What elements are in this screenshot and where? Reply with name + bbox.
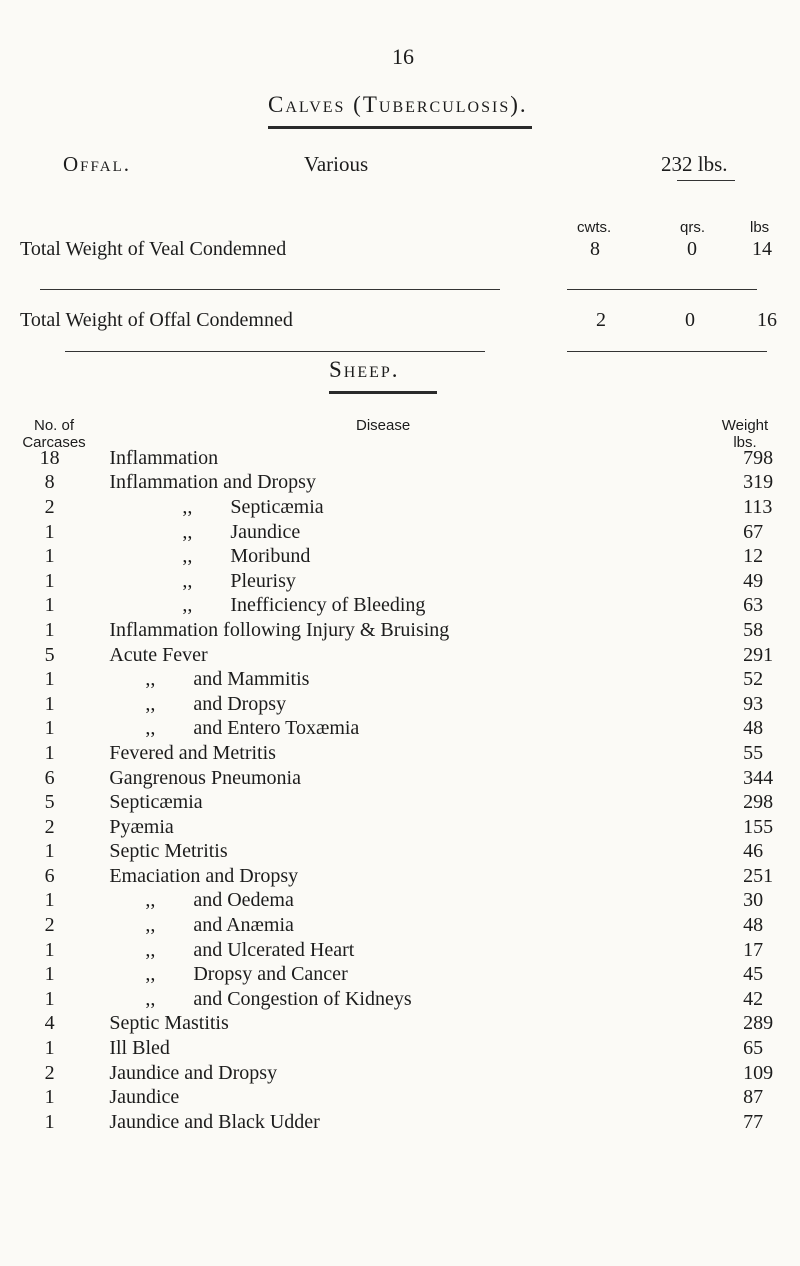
disease-name: Fevered and Metritis: [109, 741, 276, 764]
ditto-mark: ,,: [182, 495, 193, 518]
table-row: [20, 962, 800, 987]
table-row: [20, 717, 800, 742]
carcase-count: 1: [44, 741, 55, 764]
table-row: [20, 987, 800, 1012]
carcase-count: 1: [44, 1037, 55, 1060]
weight-lbs: 45: [743, 963, 764, 986]
disease-name: Inefficiency of Bleeding: [230, 594, 426, 617]
offal-total-rule-left: [65, 351, 485, 352]
qrs-header: qrs.: [680, 219, 706, 236]
weight-lbs: 55: [743, 741, 764, 764]
table-row: [20, 495, 800, 520]
disease-name: and Congestion of Kidneys: [193, 987, 412, 1010]
weight-lbs: 42: [743, 987, 764, 1010]
disease-cell: [79, 520, 743, 545]
disease-name: Septicæmia: [109, 791, 203, 814]
weight-lbs: 48: [743, 717, 764, 740]
carcase-count: 1: [44, 545, 55, 568]
ditto-mark: ,,: [145, 692, 156, 715]
sheep-table-body: [20, 446, 800, 1135]
weight-lbs: 46: [743, 840, 764, 863]
page-number: 16: [392, 44, 414, 69]
disease-name: and Oedema: [193, 889, 294, 912]
carcase-count: 1: [44, 594, 55, 617]
carcase-count: 1: [44, 668, 55, 691]
carcase-count: 1: [44, 717, 55, 740]
table-row: [20, 938, 800, 963]
disease-name: Inflammation: [109, 446, 219, 469]
offal-weight: 232 lbs.: [661, 152, 728, 176]
disease-cell: [79, 1012, 743, 1037]
disease-cell: [79, 1061, 743, 1086]
weight-lbs: 289: [743, 1012, 774, 1035]
total-offal-cwts: 2: [596, 309, 606, 331]
sheep-table: [20, 446, 800, 1135]
ditto-mark: ,,: [182, 520, 193, 543]
sheep-section-title: Sheep.: [329, 357, 400, 382]
disease-cell: [79, 717, 743, 742]
disease-cell: [79, 569, 743, 594]
table-row: [20, 643, 800, 668]
veal-rule-left: [40, 289, 500, 290]
disease-cell: [79, 815, 743, 840]
weight-lbs: 67: [743, 520, 764, 543]
carcase-count: 5: [44, 643, 55, 666]
weight-lbs: 77: [743, 1110, 764, 1133]
carcase-count: 2: [44, 1061, 55, 1084]
weight-lbs: 93: [743, 692, 764, 715]
disease-cell: [79, 1085, 743, 1110]
weight-lbs: 298: [743, 791, 774, 814]
table-row: [20, 913, 800, 938]
disease-cell: [79, 962, 743, 987]
weight-lbs: 319: [743, 471, 774, 494]
disease-name: and Anæmia: [193, 914, 294, 937]
disease-cell: [79, 1036, 743, 1061]
ditto-mark: ,,: [145, 987, 156, 1010]
weight-lbs: 113: [743, 495, 773, 518]
disease-name: Moribund: [230, 545, 311, 568]
table-row: [20, 766, 800, 791]
disease-cell: [79, 987, 743, 1012]
weight-lbs: 30: [743, 889, 764, 912]
disease-name: Inflammation following Injury & Bruising: [109, 618, 450, 641]
disease-name: Pleurisy: [230, 569, 296, 592]
disease-cell: [79, 889, 743, 914]
weight-lbs: 798: [743, 446, 774, 469]
carcase-count: 2: [44, 914, 55, 937]
disease-cell: [79, 938, 743, 963]
carcase-count: 1: [44, 569, 55, 592]
ditto-mark: ,,: [145, 914, 156, 937]
ditto-mark: ,,: [182, 569, 193, 592]
disease-name: Septic Mastitis: [109, 1012, 229, 1035]
weight-lbs: 65: [743, 1037, 764, 1060]
table-row: [20, 569, 800, 594]
table-row: [20, 741, 800, 766]
weight-lbs: 63: [743, 594, 764, 617]
table-row: [20, 667, 800, 692]
carcase-count: 5: [44, 791, 55, 814]
weight-lbs: 344: [743, 766, 774, 789]
table-row: [20, 1036, 800, 1061]
disease-name: Septic Metritis: [109, 840, 228, 863]
veal-rule-right: [567, 289, 757, 290]
ditto-mark: ,,: [145, 668, 156, 691]
disease-cell: [79, 692, 743, 717]
carcase-count: 4: [44, 1012, 55, 1035]
offal-label: Offal.: [63, 152, 131, 176]
disease-name: Jaundice: [109, 1086, 180, 1109]
ditto-mark: ,,: [145, 963, 156, 986]
carcase-count: 1: [44, 889, 55, 912]
weight-lbs: 52: [743, 668, 764, 691]
carcase-count: 1: [44, 1110, 55, 1133]
weight-lbs: 58: [743, 618, 764, 641]
carcase-count: 1: [44, 520, 55, 543]
disease-name: Gangrenous Pneumonia: [109, 766, 301, 789]
carcase-count: 1: [44, 840, 55, 863]
disease-name: Emaciation and Dropsy: [109, 864, 299, 887]
disease-cell: [79, 471, 743, 496]
disease-name: and Entero Toxæmia: [193, 717, 360, 740]
ditto-mark: ,,: [145, 889, 156, 912]
offal-rule: [677, 180, 735, 181]
offal-total-rule-right: [567, 351, 767, 352]
table-row: [20, 790, 800, 815]
table-row: [20, 1110, 800, 1135]
disease-name: Jaundice: [230, 520, 301, 543]
table-row: [20, 544, 800, 569]
table-row: [20, 618, 800, 643]
carcase-count: 6: [44, 864, 55, 887]
title-rule: [268, 126, 532, 129]
carcases-column-header: No. of Carcases: [22, 417, 86, 451]
table-row: [20, 815, 800, 840]
ditto-mark: ,,: [145, 938, 156, 961]
carcase-count: 18: [39, 446, 60, 469]
carcase-count: 6: [44, 766, 55, 789]
disease-cell: [79, 1110, 743, 1135]
disease-cell: [79, 594, 743, 619]
disease-cell: [79, 790, 743, 815]
disease-name: and Dropsy: [193, 692, 287, 715]
table-row: [20, 1061, 800, 1086]
disease-name: Septicæmia: [230, 495, 324, 518]
weight-column-header: Weight lbs.: [721, 417, 769, 451]
weight-lbs: 12: [743, 545, 764, 568]
weight-lbs: 17: [743, 938, 764, 961]
total-veal-lbs: 14: [752, 238, 772, 260]
table-row: [20, 840, 800, 865]
weight-lbs: 109: [743, 1061, 774, 1084]
carcase-count: 1: [44, 987, 55, 1010]
disease-cell: [79, 446, 743, 471]
cwts-header: cwts.: [577, 219, 612, 236]
disease-cell: [79, 741, 743, 766]
total-veal-cwts: 8: [590, 238, 600, 260]
carcase-count: 2: [44, 815, 55, 838]
disease-name: Ill Bled: [109, 1037, 170, 1060]
sheep-title-rule: [329, 391, 437, 394]
table-row: [20, 1012, 800, 1037]
ditto-mark: ,,: [182, 594, 193, 617]
table-row: [20, 446, 800, 471]
total-offal-lbs: 16: [757, 309, 777, 331]
carcase-count: 1: [44, 692, 55, 715]
total-offal-label: Total Weight of Offal Condemned: [20, 309, 293, 331]
disease-cell: [79, 544, 743, 569]
weight-lbs: 87: [743, 1086, 764, 1109]
weight-lbs: 48: [743, 914, 764, 937]
weight-lbs: 155: [743, 815, 774, 838]
disease-name: Dropsy and Cancer: [193, 963, 348, 986]
calves-section-title: Calves (Tuberculosis).: [268, 92, 528, 117]
weight-lbs: 291: [743, 643, 774, 666]
disease-name: Pyæmia: [109, 815, 174, 838]
disease-name: and Ulcerated Heart: [193, 938, 355, 961]
total-veal-qrs: 0: [687, 238, 697, 260]
table-row: [20, 864, 800, 889]
disease-cell: [79, 913, 743, 938]
table-row: [20, 692, 800, 717]
carcase-count: 2: [44, 495, 55, 518]
table-row: [20, 1085, 800, 1110]
lbs-header: lbs: [750, 219, 770, 236]
carcase-count: 1: [44, 618, 55, 641]
disease-column-header: Disease: [356, 417, 411, 434]
disease-name: Inflammation and Dropsy: [109, 471, 316, 494]
disease-name: Jaundice and Black Udder: [109, 1110, 320, 1133]
disease-name: and Mammitis: [193, 668, 310, 691]
carcase-count: 1: [44, 1086, 55, 1109]
total-veal-label: Total Weight of Veal Condemned: [20, 238, 287, 260]
carcase-count: 1: [44, 963, 55, 986]
table-row: [20, 889, 800, 914]
disease-cell: [79, 840, 743, 865]
disease-name: Acute Fever: [109, 643, 208, 666]
offal-item: Various: [304, 152, 369, 176]
weight-lbs: 251: [743, 864, 774, 887]
disease-cell: [79, 643, 743, 668]
total-offal-qrs: 0: [685, 309, 695, 331]
table-row: [20, 520, 800, 545]
table-row: [20, 471, 800, 496]
disease-cell: [79, 618, 743, 643]
disease-cell: [79, 766, 743, 791]
disease-name: Jaundice and Dropsy: [109, 1061, 278, 1084]
disease-cell: [79, 667, 743, 692]
ditto-mark: ,,: [182, 545, 193, 568]
carcase-count: 1: [44, 938, 55, 961]
ditto-mark: ,,: [145, 717, 156, 740]
disease-cell: [79, 495, 743, 520]
disease-cell: [79, 864, 743, 889]
carcase-count: 8: [44, 471, 55, 494]
weight-lbs: 49: [743, 569, 764, 592]
table-row: [20, 594, 800, 619]
